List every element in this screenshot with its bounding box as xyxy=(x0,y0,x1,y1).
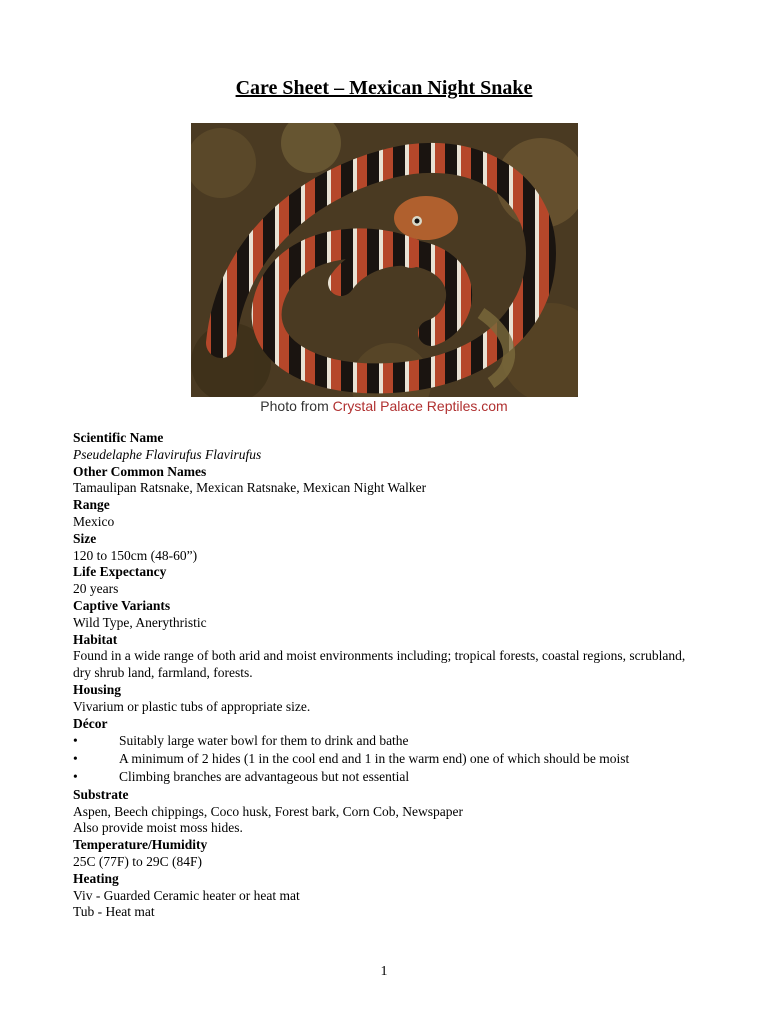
decor-item-text: Suitably large water bowl for them to drink and bathe xyxy=(119,733,409,749)
habitat-heading: Habitat xyxy=(73,631,118,647)
bullet-icon: • xyxy=(73,751,78,767)
housing-text: Vivarium or plastic tubs of appropriate size. xyxy=(73,698,311,714)
habitat-text: Found in a wide range of both arid and moist environments including; tropical forests, coastal regions, scrubland, dry shrub land, farmland, forests. xyxy=(73,648,686,681)
captive-variants-text: Wild Type, Anerythristic xyxy=(73,614,207,630)
decor-heading: Décor xyxy=(73,715,108,731)
range-text: Mexico xyxy=(73,513,115,529)
temperature-heading: Temperature/Humidity xyxy=(73,837,208,853)
other-names-text: Tamaulipan Ratsnake, Mexican Ratsnake, Mexican Night Walker xyxy=(73,480,427,496)
heating-tub-text: Tub - Heat mat xyxy=(73,904,155,920)
scientific-name-text: Pseudelaphe Flavirufus Flavirufus xyxy=(73,446,262,462)
decor-list-item xyxy=(73,769,703,786)
bullet-icon: • xyxy=(73,733,78,749)
temperature-text: 25C (77F) to 29C (84F) xyxy=(73,853,203,869)
bullet-icon: • xyxy=(73,768,78,784)
substrate-text: Aspen, Beech chippings, Coco husk, Forest bark, Corn Cob, Newspaper xyxy=(73,803,463,819)
photo-caption xyxy=(0,396,768,416)
decor-item-text: A minimum of 2 hides (1 in the cool end and 1 in the warm end) one of which should be moist xyxy=(119,751,630,767)
page-number: 1 xyxy=(380,964,388,979)
size-text: 120 to 150cm (48-60”) xyxy=(73,547,198,563)
other-names-heading: Other Common Names xyxy=(73,463,207,479)
heating-heading: Heating xyxy=(73,870,119,886)
heating-viv-text: Viv - Guarded Ceramic heater or heat mat xyxy=(73,887,300,903)
decor-item-text: Climbing branches are advantageous but not essential xyxy=(119,768,410,784)
coiled-snake-photo-icon xyxy=(191,123,578,397)
captive-variants-heading: Captive Variants xyxy=(73,597,171,613)
size-heading: Size xyxy=(73,530,97,546)
decor-list-item xyxy=(73,751,703,768)
life-expectancy-heading: Life Expectancy xyxy=(73,564,167,580)
range-heading: Range xyxy=(73,497,110,513)
snake-photo xyxy=(191,123,578,397)
scientific-name-heading: Scientific Name xyxy=(73,430,164,445)
care-sheet-body xyxy=(73,430,703,921)
page-title: Care Sheet – Mexican Night Snake xyxy=(235,77,533,99)
substrate-heading: Substrate xyxy=(73,786,129,802)
caption-source: Crystal Palace Reptiles.com xyxy=(332,398,508,414)
caption-prefix: Photo from xyxy=(260,398,333,414)
life-expectancy-text: 20 years xyxy=(73,581,119,597)
housing-heading: Housing xyxy=(73,681,122,697)
decor-list-item xyxy=(73,733,703,750)
substrate-note: Also provide moist moss hides. xyxy=(73,820,243,836)
